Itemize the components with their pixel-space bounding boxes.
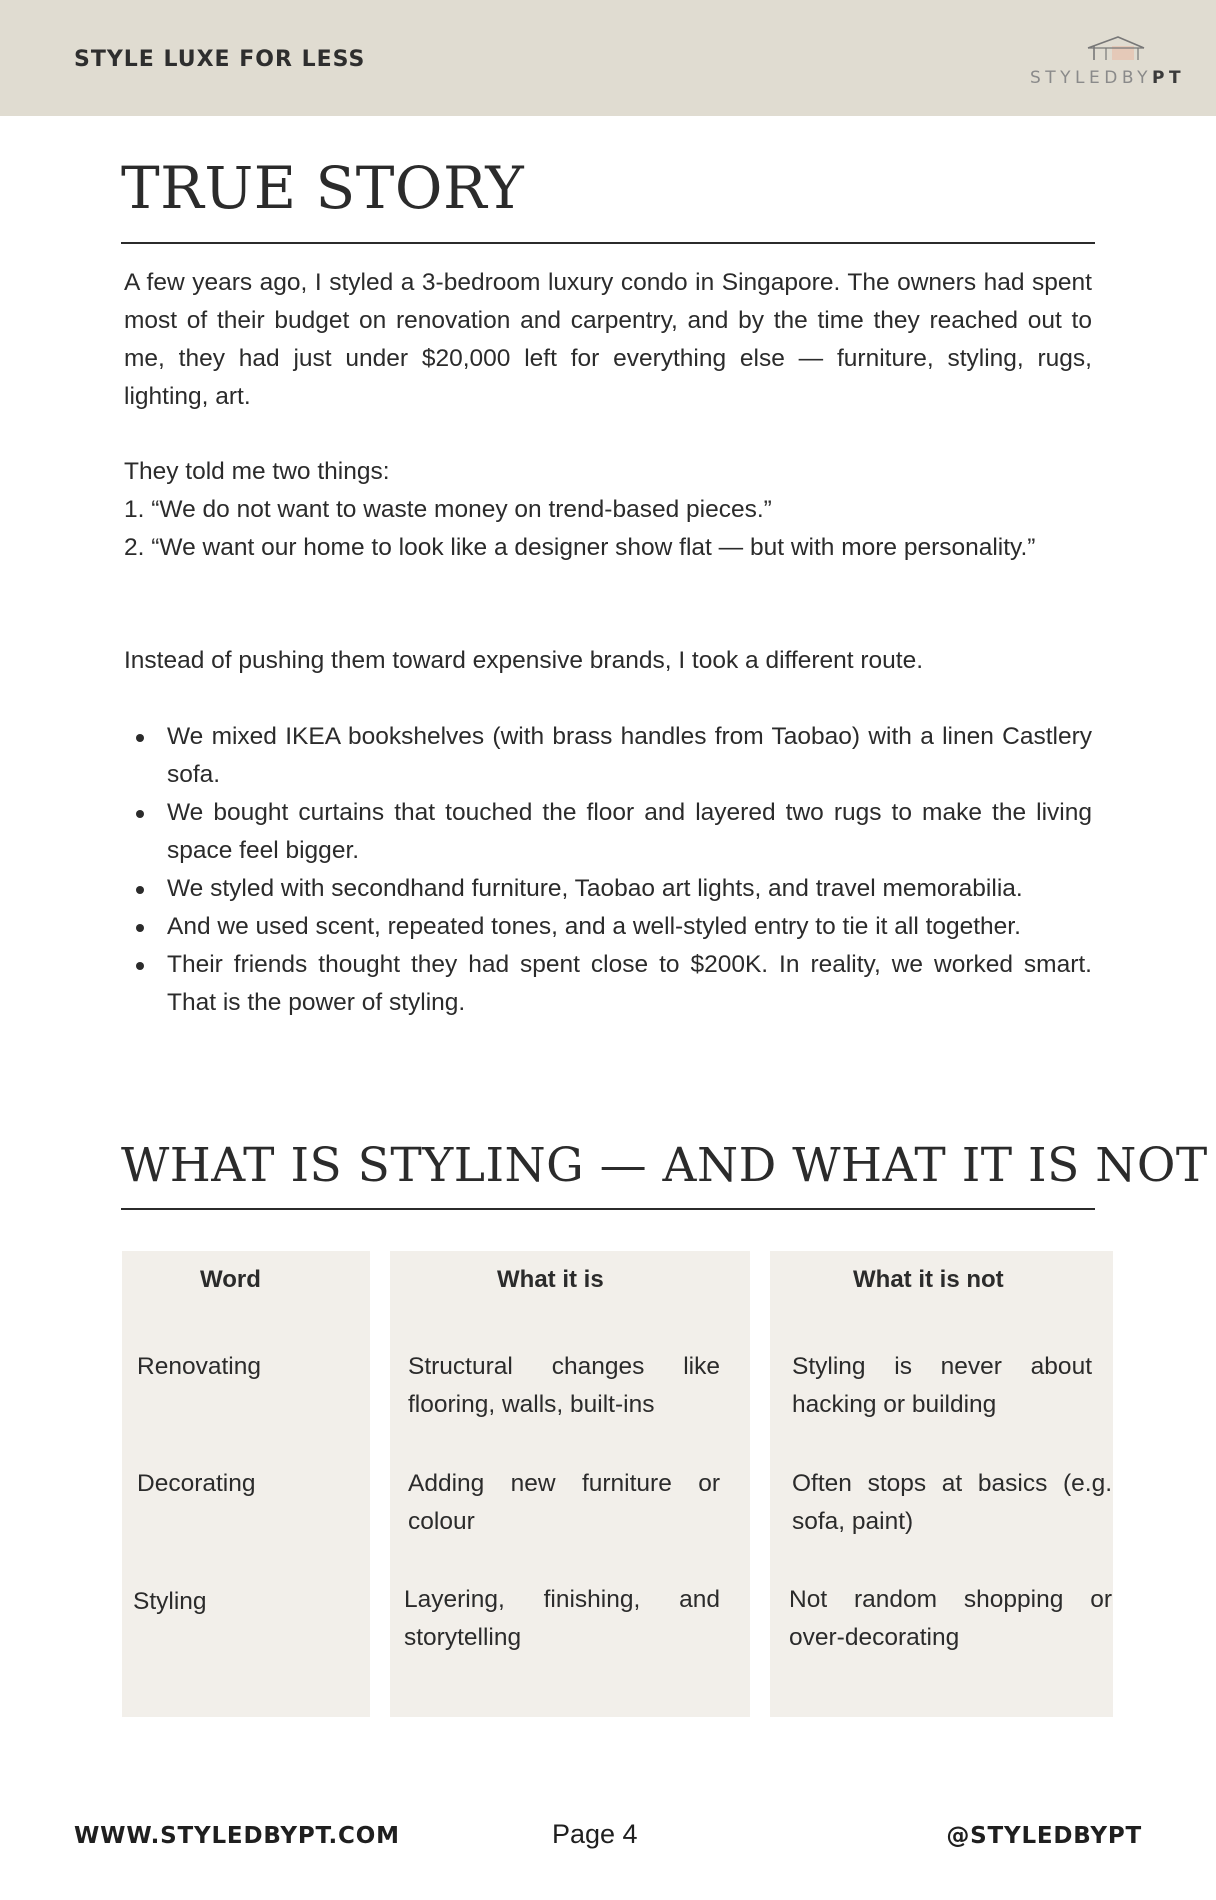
footer-social-handle[interactable]: @STYLEDBYPT xyxy=(946,1823,1142,1849)
logo-wordmark: STYLEDBYPT xyxy=(1030,68,1186,88)
list-item: We bought curtains that touched the floor and layered two rugs to make the living space feel bigger. xyxy=(124,794,1092,870)
table-header-what-it-is: What it is xyxy=(497,1266,604,1293)
header-title: STYLE LUXE FOR LESS xyxy=(74,47,366,72)
table-cell-what-it-is: Structural changes like flooring, walls, built-ins xyxy=(408,1353,720,1418)
brand-logo xyxy=(1020,34,1200,94)
table-cell-word: Styling xyxy=(133,1588,207,1615)
table-cell-what-it-is-not: Often stops at basics (e.g. sofa, paint) xyxy=(792,1470,1112,1535)
footer-website[interactable]: WWW.STYLEDBYPT.COM xyxy=(74,1823,400,1849)
page-number: Page 4 xyxy=(552,1819,638,1849)
list-item: We styled with secondhand furniture, Taobao art lights, and travel memorabilia. xyxy=(124,870,1092,908)
story-requests-line: 1. “We do not want to waste money on trend-based pieces.” xyxy=(124,496,772,523)
list-item: We mixed IKEA bookshelves (with brass handles from Taobao) with a linen Castlery sofa. xyxy=(124,718,1092,794)
title-divider xyxy=(121,242,1095,244)
table-cell-word: Decorating xyxy=(137,1470,256,1497)
table-cell-what-it-is: Layering, finishing, and storytelling xyxy=(404,1586,720,1651)
story-intro-paragraph: A few years ago, I styled a 3-bedroom luxury condo in Singapore. The owners had spent most of their budget on renovation and carpentry, and by the time they reached out to me, they had just under $20,000 left for everything else — furniture, styling, rugs, lighting, art. xyxy=(124,269,1092,410)
table-header-what-it-is-not: What it is not xyxy=(853,1266,1004,1293)
table-cell-what-it-is-not: Not random shopping or over-decorating xyxy=(789,1586,1112,1651)
table-cell-what-it-is: Adding new furniture or colour xyxy=(408,1470,720,1535)
story-approach-paragraph: Instead of pushing them toward expensive brands, I took a different route. xyxy=(124,647,924,674)
story-requests-paragraph xyxy=(124,453,1092,567)
table-header-word: Word xyxy=(200,1266,261,1293)
styling-section-title: WHAT IS STYLING — AND WHAT IT IS NOT xyxy=(121,1138,1208,1193)
page-header xyxy=(0,0,1216,116)
story-requests-line: 2. “We want our home to look like a designer show flat — but with more personality.” xyxy=(124,534,1036,561)
list-item: Their friends thought they had spent close to $200K. In reality, we worked smart. That is the power of styling. xyxy=(124,946,1092,1022)
table-cell-what-it-is-not: Styling is never about hacking or building xyxy=(792,1353,1092,1418)
house-logo-icon xyxy=(1084,34,1148,62)
list-item: And we used scent, repeated tones, and a well-styled entry to tie it all together. xyxy=(124,908,1092,946)
true-story-title: TRUE STORY xyxy=(121,154,525,222)
table-cell-word: Renovating xyxy=(137,1353,261,1380)
story-bullet-list xyxy=(124,718,1092,1022)
section-divider xyxy=(121,1208,1095,1210)
story-requests-line: They told me two things: xyxy=(124,458,390,485)
